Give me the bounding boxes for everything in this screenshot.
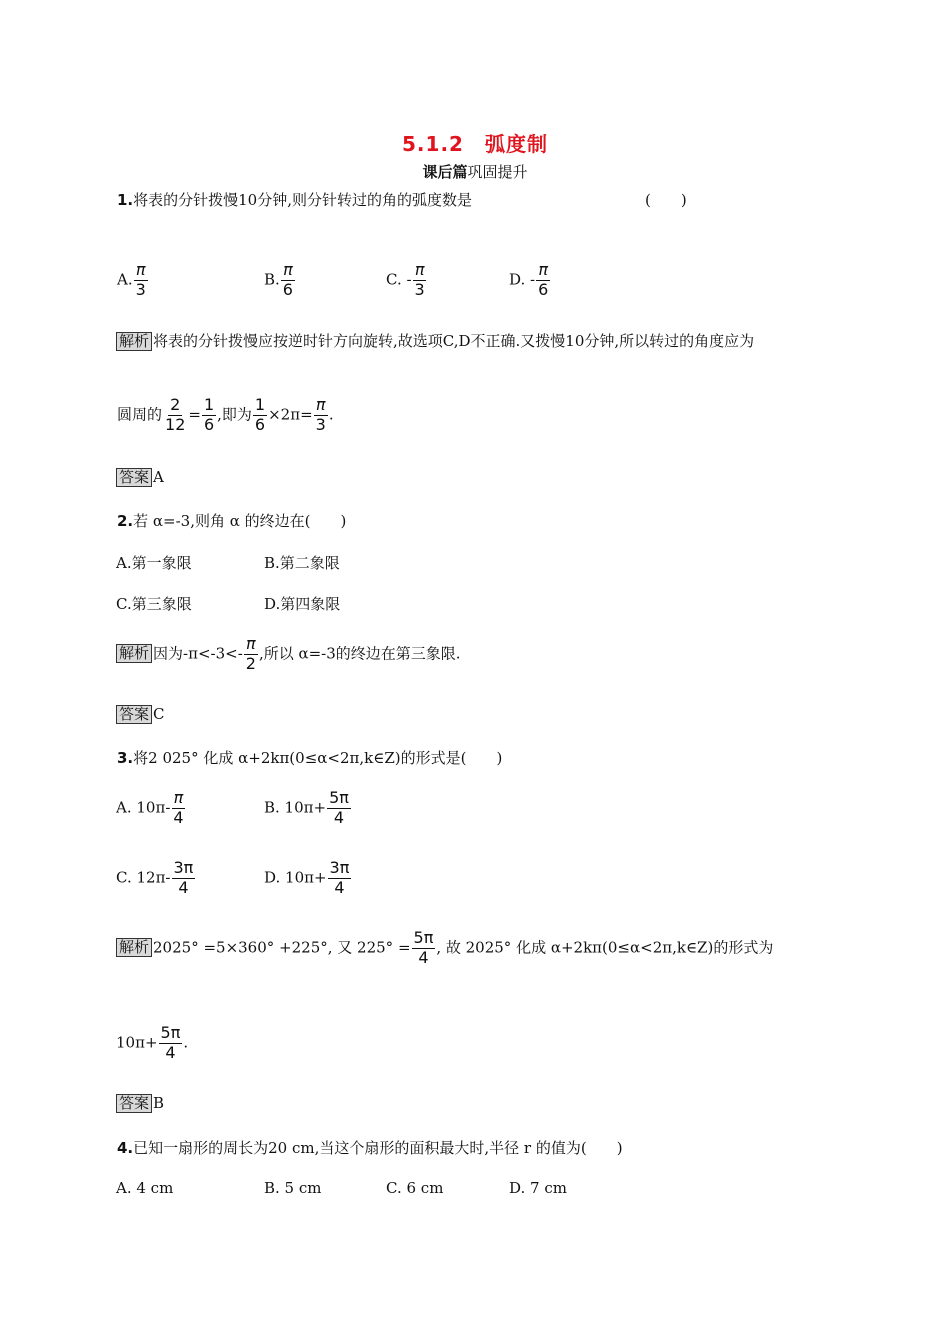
question-3-stem <box>117 747 502 768</box>
q1-answer <box>116 468 164 487</box>
answer-parentheses: ( ) <box>645 191 687 209</box>
page-title: 5.1.2 弧度制 <box>402 132 548 156</box>
answer-value: B <box>153 1094 165 1112</box>
fraction <box>202 397 216 434</box>
question-2-stem <box>117 510 346 531</box>
analysis-text: , 故 2025° 化成 α+2kπ(0≤α<2π,k∈Z)的形式为 <box>436 938 774 957</box>
q3-answer <box>116 1094 164 1113</box>
q3-option-c <box>116 860 196 897</box>
numerator: 1 <box>203 395 215 414</box>
denominator: 3 <box>315 414 326 434</box>
question-text: 将表的分针拨慢10分钟,则分针转过的角的弧度数是 <box>133 191 472 209</box>
period: . <box>183 1033 189 1052</box>
question-1-stem <box>117 189 472 210</box>
equals-sign: = <box>188 405 201 424</box>
denominator: 3 <box>135 279 146 299</box>
fraction <box>314 397 328 434</box>
option-label: B. 10π+ <box>264 798 327 817</box>
option-label: A. 10π- <box>116 798 171 817</box>
denominator: 4 <box>173 807 184 827</box>
analysis-text: 将表的分针拨慢应按逆时针方向旋转,故选项C,D不正确.又拨慢10分钟,所以转过的角度应为 <box>153 332 755 350</box>
section-subtitle <box>0 161 950 182</box>
fraction <box>159 1025 183 1062</box>
q1-option-d <box>509 262 551 299</box>
numerator: π <box>135 260 146 279</box>
q2-option-c: C.第三象限 <box>116 595 192 613</box>
fraction <box>281 262 295 299</box>
q4-option-c: C. 6 cm <box>386 1179 444 1197</box>
numerator: 3π <box>173 858 194 877</box>
question-number: 3. <box>117 749 134 767</box>
option-label: B. <box>264 270 280 289</box>
q1-option-c <box>386 262 428 299</box>
denominator: 4 <box>333 807 345 827</box>
q4-option-a: A. 4 cm <box>116 1179 174 1197</box>
analysis-text: 10π+ <box>116 1033 158 1052</box>
numerator: 3π <box>329 858 350 877</box>
denominator: 6 <box>203 414 215 434</box>
question-number: 4. <box>117 1139 134 1157</box>
option-label: C. - <box>386 270 412 289</box>
question-number: 1. <box>117 191 134 209</box>
analysis-text: ×2π= <box>268 405 313 424</box>
denominator: 2 <box>245 653 256 673</box>
question-text: 若 α=-3,则角 α 的终边在( ) <box>133 512 347 530</box>
q4-option-b: B. 5 cm <box>264 1179 322 1197</box>
analysis-tag: 解析 <box>116 938 152 957</box>
option-label: C. 12π- <box>116 868 171 887</box>
answer-tag: 答案 <box>116 705 152 724</box>
q3-option-a <box>116 790 187 827</box>
answer-value: C <box>153 705 165 723</box>
fraction <box>536 262 550 299</box>
answer-tag: 答案 <box>116 468 152 487</box>
q4-option-d: D. 7 cm <box>509 1179 567 1197</box>
answer-tag: 答案 <box>116 1094 152 1113</box>
numerator: π <box>283 260 293 279</box>
fraction <box>244 636 258 673</box>
period: . <box>328 405 334 424</box>
q3-analysis-line2 <box>116 1025 188 1062</box>
numerator: π <box>315 395 326 414</box>
denominator: 4 <box>178 877 189 897</box>
subtitle-rest: 巩固提升 <box>467 163 528 181</box>
fraction <box>172 860 196 897</box>
option-label: A. <box>117 270 133 289</box>
q1-analysis-line2 <box>117 397 334 434</box>
subtitle-bold: 课后篇 <box>422 163 468 181</box>
q3-option-d <box>264 860 352 897</box>
denominator: 6 <box>254 414 266 434</box>
numerator: 2 <box>170 395 181 414</box>
question-text: 已知一扇形的周长为20 cm,当这个扇形的面积最大时,半径 r 的值为( ) <box>133 1139 623 1157</box>
denominator: 6 <box>538 279 549 299</box>
numerator: 5π <box>413 928 434 947</box>
denominator: 6 <box>282 279 293 299</box>
q2-option-b: B.第二象限 <box>264 554 340 572</box>
option-label: D. 10π+ <box>264 868 327 887</box>
analysis-text: ,所以 α=-3的终边在第三象限. <box>258 644 461 663</box>
denominator: 4 <box>418 947 429 967</box>
answer-value: A <box>153 468 164 486</box>
q3-option-b <box>264 790 352 827</box>
numerator: π <box>246 634 256 653</box>
numerator: π <box>538 260 549 279</box>
numerator: 1 <box>254 395 266 414</box>
numerator: π <box>414 260 425 279</box>
q2-option-d: D.第四象限 <box>264 595 341 613</box>
analysis-text: 2025° =5×360° +225°, 又 225° = <box>153 938 411 957</box>
denominator: 3 <box>414 279 425 299</box>
fraction <box>163 397 187 434</box>
fraction <box>327 790 351 827</box>
option-label: D. - <box>509 270 536 289</box>
analysis-tag: 解析 <box>116 332 152 351</box>
q1-option-a <box>117 262 149 299</box>
fraction <box>253 397 267 434</box>
q1-option-b <box>264 262 296 299</box>
denominator: 12 <box>165 414 186 434</box>
analysis-tag: 解析 <box>116 644 152 663</box>
fraction <box>413 262 427 299</box>
numerator: 5π <box>160 1023 181 1042</box>
q1-analysis-line1 <box>116 330 754 351</box>
q3-analysis-line1 <box>116 930 773 967</box>
q2-answer <box>116 705 165 724</box>
numerator: π <box>173 788 184 807</box>
question-number: 2. <box>117 512 134 530</box>
fraction <box>328 860 352 897</box>
question-text: 将2 025° 化成 α+2kπ(0≤α<2π,k∈Z)的形式是( ) <box>133 749 503 767</box>
question-4-stem <box>117 1137 623 1158</box>
q2-option-a: A.第一象限 <box>116 554 192 572</box>
analysis-text: 因为-π<-3<- <box>153 644 243 663</box>
analysis-text: 圆周的 <box>117 405 163 424</box>
fraction <box>171 790 185 827</box>
q2-analysis <box>116 636 461 673</box>
analysis-text: ,即为 <box>217 405 252 424</box>
numerator: 5π <box>329 788 349 807</box>
fraction <box>134 262 148 299</box>
denominator: 4 <box>334 877 345 897</box>
denominator: 4 <box>165 1042 176 1062</box>
fraction <box>412 930 436 967</box>
